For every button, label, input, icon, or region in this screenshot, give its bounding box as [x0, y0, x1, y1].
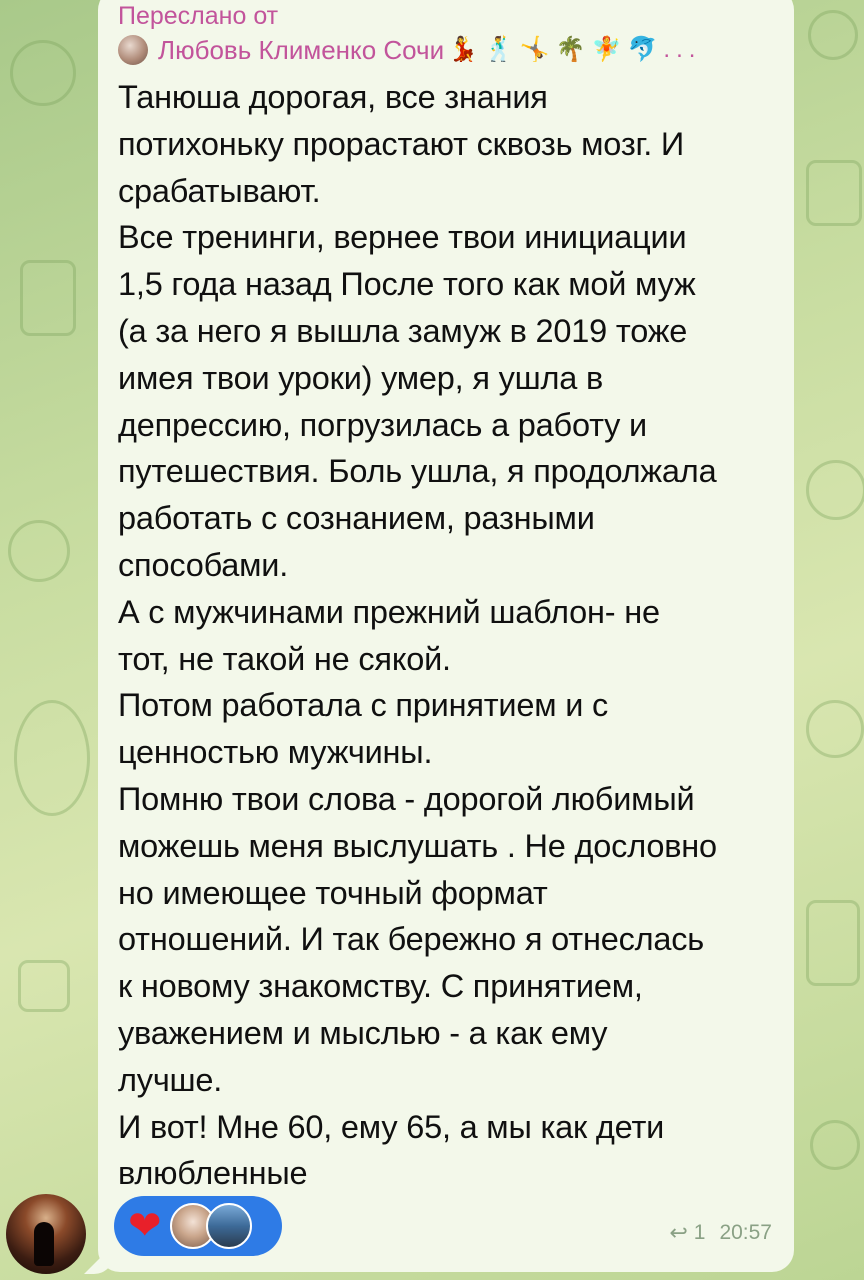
message-bubble[interactable] [98, 0, 794, 1272]
reply-count: 1 [693, 1221, 706, 1244]
user-avatar-icon [118, 35, 148, 65]
message-meta [669, 1220, 772, 1246]
sender-avatar[interactable] [6, 1194, 86, 1274]
wallpaper-doodle [810, 1120, 860, 1170]
message-time: 20:57 [719, 1221, 772, 1244]
reactions-pill[interactable] [114, 1196, 282, 1256]
forwarded-source-name[interactable]: Любовь Клименко Сочи [158, 35, 445, 65]
wallpaper-doodle [20, 260, 76, 336]
wallpaper-doodle [18, 960, 70, 1012]
message-text: Танюша дорогая, все знания потихоньку прорастают сквозь мозг. И срабатывают. Все тренинги, вернее твои инициации 1,5 года назад После того как мой муж (а за него я вышла замуж в 2019 тоже имея твои уроки) умер, я ушла в депрессию, погрузилась а работу и путешествия. Боль ушла, я продолжала работать с сознанием, разными способами. А с мужчинами прежний шаблон- не тот, не такой не сякой. Потом работала с принятием и с ценностью мужчины. Помню твои слова - дорогой любимый можешь меня выслушать . Не дословно но имеющее точный формат отношений. И так бережно я отнеслась к новому знакомству. С принятием, уважением и мыслью - а как ему лучше. И вот! Мне 60, ему 65, а мы как дети влюбленные [118, 79, 717, 1192]
reply-arrow-icon[interactable]: ↩ [669, 1220, 688, 1245]
wallpaper-doodle [806, 900, 860, 986]
forwarded-label: Переслано от [118, 2, 279, 30]
wallpaper-doodle [8, 520, 70, 582]
wallpaper-doodle [806, 460, 864, 520]
wallpaper-doodle [14, 700, 90, 816]
forwarded-source[interactable] [118, 34, 774, 66]
wallpaper-doodle [808, 10, 858, 60]
wallpaper-doodle [806, 160, 862, 226]
forwarded-source-emoji: 💃🕺🤸🌴🧚🐬... [448, 36, 702, 63]
heart-reaction-icon[interactable]: ❤ [128, 1204, 162, 1248]
wallpaper-doodle [806, 700, 864, 758]
wallpaper-doodle [10, 40, 76, 106]
reactor-avatar [206, 1203, 252, 1249]
